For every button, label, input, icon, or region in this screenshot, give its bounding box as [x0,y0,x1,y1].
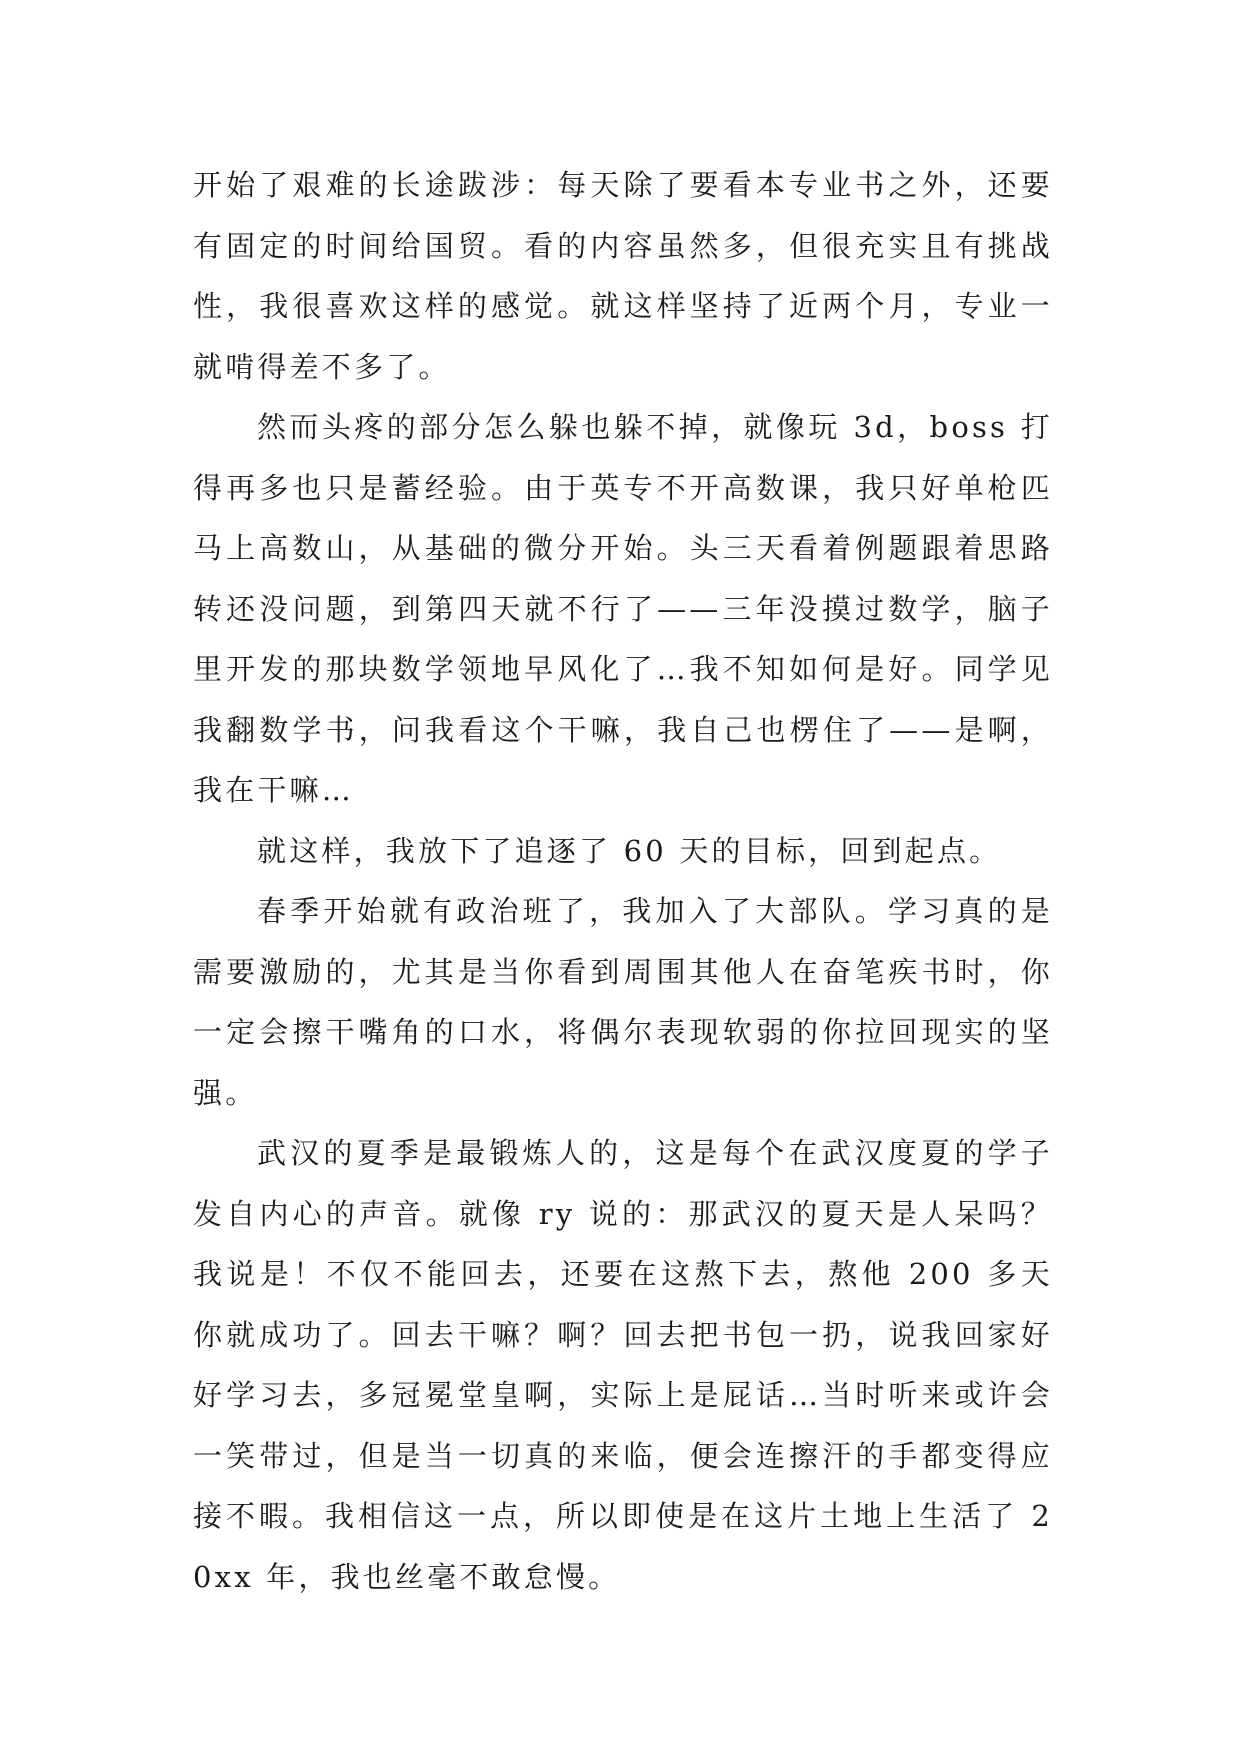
paragraph-4: 春季开始就有政治班了，我加入了大部队。学习真的是需要激励的，尤其是当你看到周围其他人在奋笔疾书时，你一定会擦干嘴角的口水，将偶尔表现软弱的你拉回现实的坚强。 [193,894,1053,1110]
paragraph-1: 开始了艰难的长途跋涉：每天除了要看本专业书之外，还要有固定的时间给国贸。看的内容虽然多，但很充实且有挑战性，我很喜欢这样的感觉。就这样坚持了近两个月，专业一就啃得差不多了。 [193,168,1053,384]
paragraph-5: 武汉的夏季是最锻炼人的，这是每个在武汉度夏的学子发自内心的声音。就像 ry 说的：那武汉的夏天是人呆吗？我说是！不仅不能回去，还要在这熬下去，熬他 200 多天你就成功了。回去干嘛？啊？回去把书包一扔，说我回家好好学习去，多冠冕堂皇啊，实际上是屁话…当时听来或许会一笑带过，但是当一切真的来临，便会连擦汗的手都变得应接不暇。我相信这一点，所以即使是在这片土地上生活了 20xx 年，我也丝毫不敢怠慢。 [193,1136,1053,1594]
paragraph-2: 然而头疼的部分怎么躲也躲不掉，就像玩 3d，boss 打得再多也只是蓄经验。由于英专不开高数课，我只好单枪匹马上高数山，从基础的微分开始。头三天看着例题跟着思路转还没问题，到第四天就不行了——三年没摸过数学，脑子里开发的那块数学领地早风化了…我不知如何是好。同学见我翻数学书，问我看这个干嘛，我自己也楞住了——是啊，我在干嘛… [193,410,1053,807]
paragraph-3: 就这样，我放下了追逐了 60 天的目标，回到起点。 [257,833,1002,868]
body-text [193,155,1053,1607]
